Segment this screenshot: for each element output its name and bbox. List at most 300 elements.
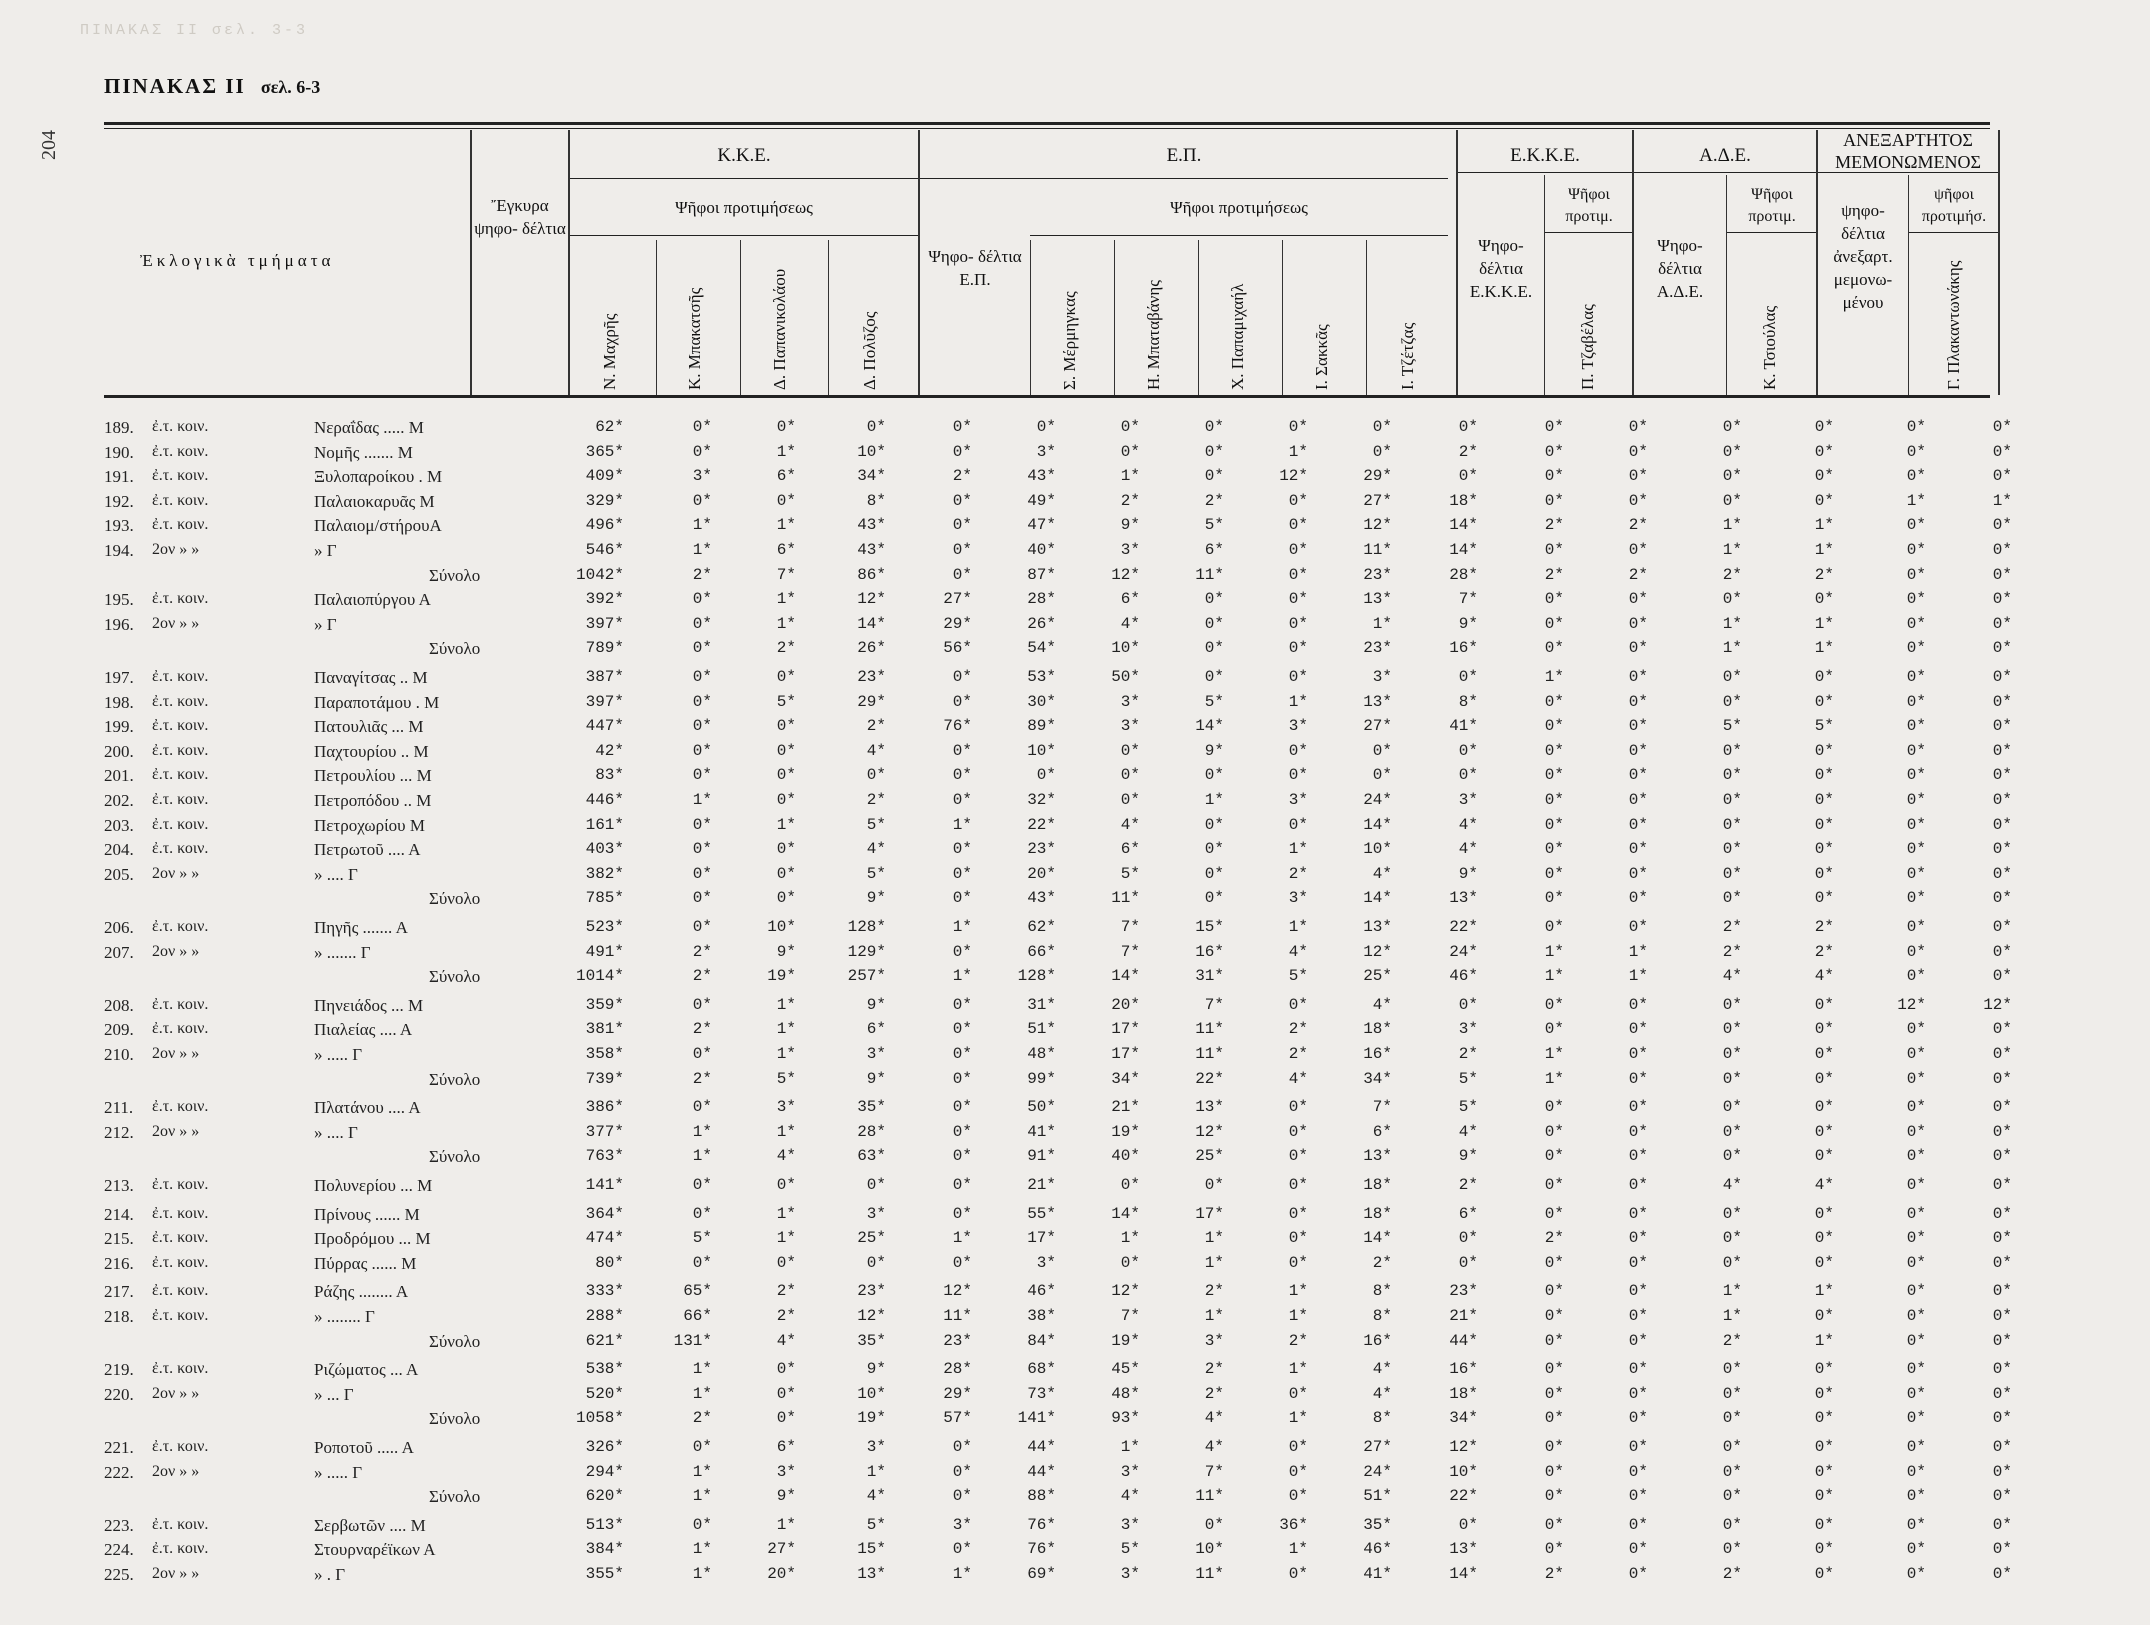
cell-value: 0* (1288, 1384, 1308, 1403)
cell-value: 25* (1363, 967, 1392, 986)
ep-label: Ε.Π. (1166, 145, 1202, 166)
ade-underline (1634, 172, 1816, 173)
cell-value: 2* (692, 565, 712, 584)
cell-value: 16* (1195, 942, 1224, 961)
total-row (104, 1487, 2012, 1511)
cell-value: 392* (585, 590, 624, 609)
cell-value: 0* (1628, 541, 1648, 559)
table-row (104, 942, 2012, 967)
table-row (104, 741, 2012, 766)
cell-value: 4* (1120, 815, 1140, 834)
district-mark: ἐ.τ. κοιν. (152, 1360, 209, 1378)
cell-value: 1* (692, 541, 712, 559)
cell-value: 49* (1027, 491, 1056, 510)
cell-value: 0* (776, 1253, 796, 1272)
cell-value: 0* (1992, 1487, 2012, 1506)
cell-value: 27* (1363, 1438, 1392, 1456)
cell-value: 0* (1288, 995, 1308, 1014)
col-rule (828, 240, 829, 395)
cell-value: 0* (692, 717, 712, 736)
cell-value: 0* (1204, 639, 1224, 658)
cell-value: 0* (776, 668, 796, 686)
cell-value: 86* (857, 565, 886, 584)
district-mark: ἐ.τ. κοιν. (152, 590, 209, 608)
section-name: Σύνολο (429, 639, 481, 659)
cell-value: 129* (847, 942, 886, 961)
cell-value: 2* (1814, 918, 1834, 936)
cell-value: 18* (1363, 1204, 1392, 1223)
cell-value: 53* (1027, 668, 1056, 686)
cell-value: 2* (1722, 1331, 1742, 1350)
cell-value: 17* (1195, 1204, 1224, 1223)
table-row (104, 1307, 2012, 1331)
cell-value: 10* (857, 1384, 886, 1403)
cell-value: 0* (1992, 590, 2012, 609)
cell-value: 14* (1111, 1204, 1140, 1223)
cell-value: 0* (692, 491, 712, 510)
kke-underline (570, 178, 918, 179)
cell-value: 0* (1992, 1176, 2012, 1194)
cell-value: 63* (857, 1147, 886, 1166)
table-row (104, 995, 2012, 1020)
cell-value: 0* (1544, 717, 1564, 736)
cell-value: 0* (1288, 590, 1308, 609)
table-row (104, 467, 2012, 491)
col-rule (918, 130, 920, 395)
cell-value: 1* (1288, 1360, 1308, 1379)
district-mark: ἐ.τ. κοιν. (152, 995, 209, 1013)
independent-ballots-label: ψηφο- δέλτια ἀνεξαρτ. μεμονω- μένου (1833, 201, 1893, 312)
cell-value: 0* (1992, 1515, 2012, 1534)
table-row (104, 840, 2012, 864)
section-name: Νομῆς ....... Μ (314, 442, 413, 462)
cell-value: 0* (952, 1045, 972, 1063)
cell-value: 2* (776, 1282, 796, 1301)
cell-value: 0* (1204, 864, 1224, 883)
cell-value: 3* (1120, 1515, 1140, 1534)
cell-value: 10* (857, 442, 886, 461)
row-number: 222. (104, 1462, 134, 1482)
col-rule (1456, 130, 1458, 395)
cell-value: 23* (857, 1282, 886, 1301)
cell-value: 0* (952, 1487, 972, 1506)
district-mark: ἐ.τ. κοιν. (152, 1282, 209, 1300)
ade-ballots-label: Ψηφο- δέλτια Α.Δ.Ε. (1656, 236, 1704, 301)
cell-value: 34* (857, 467, 886, 486)
cell-value: 16* (1449, 639, 1478, 658)
cell-value: 0* (952, 791, 972, 809)
kke-candidate-1: Ν. Μαχρῆς (600, 313, 619, 390)
district-mark: 2ον » » (152, 1045, 200, 1062)
cell-value: 377* (585, 1122, 624, 1141)
page-title (104, 74, 320, 99)
cell-value: 0* (1992, 840, 2012, 859)
cell-value: 1* (1120, 1438, 1140, 1456)
col-rule (740, 240, 741, 395)
cell-value: 0* (1722, 1045, 1742, 1063)
cell-value: 0* (1906, 614, 1926, 633)
valid-ballots-label: Ἔγκυρα ψηφο- δέλτια (474, 196, 566, 238)
cell-value: 0* (1992, 1204, 2012, 1223)
cell-value: 0* (692, 692, 712, 711)
cell-value: 0* (1722, 1253, 1742, 1272)
cell-value: 1* (776, 590, 796, 609)
section-name: Σύνολο (429, 889, 481, 909)
cell-value: 7* (1120, 1307, 1140, 1325)
cell-value: 22* (1195, 1069, 1224, 1088)
cell-value: 0* (1628, 1487, 1648, 1506)
cell-value: 0* (1544, 1331, 1564, 1350)
cell-value: 9* (776, 1487, 796, 1506)
cell-value: 0* (1036, 418, 1056, 436)
cell-value: 83* (595, 766, 624, 785)
cell-value: 789* (585, 639, 624, 658)
cell-value: 12* (1111, 1282, 1140, 1301)
cell-value: 3* (1120, 1462, 1140, 1481)
district-mark: ἐ.τ. κοιν. (152, 692, 209, 710)
cell-value: 1* (1288, 918, 1308, 936)
cell-value: 520* (585, 1384, 624, 1403)
cell-value: 5* (1458, 1069, 1478, 1088)
cell-value: 0* (692, 1438, 712, 1456)
cell-value: 3* (866, 1438, 886, 1456)
cell-value: 2* (1288, 1020, 1308, 1039)
district-mark: ἐ.τ. κοιν. (152, 791, 209, 808)
cell-value: 6* (1458, 1204, 1478, 1223)
row-number: 197. (104, 668, 134, 687)
cell-value: 0* (1814, 1438, 1834, 1456)
cell-value: 76* (1027, 1515, 1056, 1534)
cell-value: 5* (866, 864, 886, 883)
cell-value: 474* (585, 1229, 624, 1248)
cell-value: 2* (692, 967, 712, 986)
section-name: Σύνολο (429, 1409, 481, 1429)
ep-candidate-2: Η. Μπαταβάνης (1144, 280, 1163, 390)
cell-value: 0* (1814, 1045, 1834, 1063)
cell-value: 0* (1628, 1409, 1648, 1428)
cell-value: 0* (1992, 516, 2012, 535)
row-number: 212. (104, 1122, 134, 1142)
cell-value: 13* (1363, 1147, 1392, 1166)
cell-value: 68* (1027, 1360, 1056, 1379)
col-rule (1366, 240, 1367, 395)
cell-value: 0* (1722, 467, 1742, 486)
cell-value: 128* (1017, 967, 1056, 986)
col-rule (1726, 175, 1727, 395)
cell-value: 620* (585, 1487, 624, 1506)
cell-value: 0* (1628, 1360, 1648, 1379)
cell-value: 0* (1814, 1069, 1834, 1088)
cell-value: 0* (1906, 967, 1926, 986)
kke-candidate-4: Δ. Πολῦζος (860, 311, 879, 390)
cell-value: 4* (1372, 1384, 1392, 1403)
table-row (104, 1122, 2012, 1147)
cell-value: 0* (1722, 1360, 1742, 1379)
cell-value: 0* (1628, 1565, 1648, 1583)
section-name: » ... Γ (314, 1384, 354, 1404)
cell-value: 2* (1372, 1253, 1392, 1272)
independent-pref-label: ψῆφοι προτιμήσ. (1921, 186, 1987, 225)
cell-value: 0* (1722, 1462, 1742, 1481)
table-row (104, 1253, 2012, 1278)
cell-value: 2* (1544, 1565, 1564, 1583)
cell-value: 0* (1544, 590, 1564, 609)
cell-value: 44* (1449, 1331, 1478, 1350)
cell-value: 30* (1027, 692, 1056, 711)
cell-value: 0* (1992, 467, 2012, 486)
row-number: 203. (104, 815, 134, 835)
cell-value: 0* (1288, 1147, 1308, 1166)
cell-value: 23* (857, 668, 886, 686)
cell-value: 0* (1628, 614, 1648, 633)
cell-value: 21* (1449, 1307, 1478, 1325)
cell-value: 3* (1288, 717, 1308, 736)
cell-value: 5* (776, 1069, 796, 1088)
cell-value: 19* (767, 967, 796, 986)
cell-value: 0* (1722, 1204, 1742, 1223)
district-mark: ἐ.τ. κοιν. (152, 1307, 209, 1324)
cell-value: 9* (1458, 1147, 1478, 1166)
cell-value: 48* (1027, 1045, 1056, 1063)
cell-value: 28* (1027, 590, 1056, 609)
cell-value: 0* (1544, 467, 1564, 486)
ep-candidate-4: Ι. Σακκᾶς (1312, 324, 1331, 390)
kke-pref-label: Ψῆφοι προτιμήσεως (675, 198, 813, 217)
cell-value: 55* (1027, 1204, 1056, 1223)
cell-value: 0* (1814, 1515, 1834, 1534)
cell-value: 3* (1036, 442, 1056, 461)
cell-value: 0* (1204, 668, 1224, 686)
cell-value: 0* (1204, 1515, 1224, 1534)
cell-value: 0* (1906, 918, 1926, 936)
cell-value: 0* (1544, 791, 1564, 809)
cell-value: 29* (943, 614, 972, 633)
cell-value: 2* (1204, 1360, 1224, 1379)
section-name: Παχτουρίου .. Μ (314, 741, 429, 761)
cell-value: 0* (1288, 1438, 1308, 1456)
cell-value: 0* (1814, 1020, 1834, 1039)
cell-value: 0* (952, 995, 972, 1014)
cell-value: 0* (1814, 1122, 1834, 1141)
table-subtitle: σελ. 6-3 (260, 77, 321, 97)
cell-value: 38* (1027, 1307, 1056, 1325)
cell-value: 0* (776, 840, 796, 859)
cell-value: 41* (1363, 1565, 1392, 1583)
cell-value: 1* (776, 1229, 796, 1248)
cell-value: 0* (776, 1384, 796, 1403)
cell-value: 54* (1027, 639, 1056, 658)
cell-value: 2* (692, 1409, 712, 1428)
section-name: Στουρναρέϊκων Α (314, 1540, 436, 1560)
cell-value: 0* (1288, 1176, 1308, 1194)
section-name: Σερβωτῶν .... Μ (314, 1515, 426, 1535)
cell-value: 73* (1027, 1384, 1056, 1403)
cell-value: 1* (1288, 1307, 1308, 1325)
cell-value: 0* (1906, 1565, 1926, 1583)
cell-value: 0* (1544, 1122, 1564, 1141)
cell-value: 12* (857, 590, 886, 609)
cell-value: 12* (1111, 565, 1140, 584)
cell-value: 0* (1814, 1098, 1834, 1117)
cell-value: 1* (1906, 491, 1926, 510)
cell-value: 0* (952, 491, 972, 510)
cell-value: 1* (952, 1229, 972, 1248)
cell-value: 4* (1722, 967, 1742, 986)
table-row (104, 717, 2012, 741)
page-number: 204 (38, 130, 60, 160)
cell-value: 0* (1814, 1147, 1834, 1166)
cell-value: 0* (1992, 741, 2012, 760)
cell-value: 1* (952, 815, 972, 834)
district-mark: ἐ.τ. κοιν. (152, 1204, 209, 1222)
ep-candidate-5: Ι. Τζέτζας (1398, 322, 1417, 390)
cell-value: 0* (1628, 741, 1648, 760)
cell-value: 10* (1449, 1462, 1478, 1481)
cell-value: 1* (952, 967, 972, 986)
cell-value: 16* (1449, 1360, 1478, 1379)
cell-value: 2* (1722, 565, 1742, 584)
table-row (104, 590, 2012, 614)
cell-value: 24* (1363, 791, 1392, 809)
kke-candidate-2: Κ. Μπακατσῆς (685, 287, 704, 390)
cell-value: 1* (776, 815, 796, 834)
cell-value: 0* (1544, 1438, 1564, 1456)
cell-value: 0* (1814, 995, 1834, 1014)
cell-value: 0* (1722, 1384, 1742, 1403)
cell-value: 1* (1722, 1307, 1742, 1325)
row-number: 221. (104, 1438, 134, 1457)
cell-value: 24* (1363, 1462, 1392, 1481)
cell-value: 22* (1449, 1487, 1478, 1506)
cell-value: 0* (1628, 1045, 1648, 1063)
cell-value: 0* (1814, 815, 1834, 834)
cell-value: 0* (1906, 1540, 1926, 1559)
cell-value: 9* (866, 995, 886, 1014)
cell-value: 46* (1449, 967, 1478, 986)
district-mark: ἐ.τ. κοιν. (152, 840, 209, 858)
cell-value: 5* (1204, 516, 1224, 535)
section-name: » ....... Γ (314, 942, 371, 962)
cell-value: 0* (1120, 442, 1140, 461)
cell-value: 141* (585, 1176, 624, 1194)
cell-value: 0* (1814, 1462, 1834, 1481)
cell-value: 0* (1544, 918, 1564, 936)
cell-value: 0* (1906, 1098, 1926, 1117)
cell-value: 0* (1906, 1147, 1926, 1166)
cell-value: 0* (1906, 541, 1926, 559)
row-number: 201. (104, 766, 134, 786)
cell-value: 0* (1906, 815, 1926, 834)
cell-value: 0* (692, 668, 712, 686)
cell-value: 0* (1204, 889, 1224, 908)
cell-value: 0* (1288, 1229, 1308, 1248)
cell-value: 0* (1544, 766, 1564, 785)
cell-value: 0* (1204, 442, 1224, 461)
cell-value: 4* (776, 1331, 796, 1350)
cell-value: 0* (776, 1360, 796, 1379)
cell-value: 0* (1906, 791, 1926, 809)
cell-value: 2* (1628, 516, 1648, 535)
cell-value: 1* (776, 516, 796, 535)
table-row (104, 766, 2012, 790)
cell-value: 2* (1458, 1176, 1478, 1194)
cell-value: 10* (1363, 840, 1392, 859)
cell-value: 0* (1120, 1176, 1140, 1194)
row-number: 195. (104, 590, 134, 610)
cell-value: 0* (1628, 1147, 1648, 1166)
cell-value: 0* (1288, 1098, 1308, 1117)
cell-value: 0* (952, 565, 972, 584)
cell-value: 1* (692, 1565, 712, 1583)
cell-value: 0* (1992, 1462, 2012, 1481)
cell-value: 14* (1449, 541, 1478, 559)
cell-value: 0* (952, 541, 972, 559)
cell-value: 0* (1906, 1122, 1926, 1141)
cell-value: 28* (1449, 565, 1478, 584)
cell-value: 57* (943, 1409, 972, 1428)
cell-value: 99* (1027, 1069, 1056, 1088)
section-name: » .... Γ (314, 864, 358, 884)
table-row (104, 1045, 2012, 1069)
cell-value: 0* (1814, 889, 1834, 908)
cell-value: 0* (1906, 692, 1926, 711)
cell-value: 0* (1628, 668, 1648, 686)
district-mark: 2ον » » (152, 541, 200, 558)
cell-value: 12* (1983, 995, 2012, 1014)
cell-value: 0* (1288, 668, 1308, 686)
cell-value: 1* (692, 1540, 712, 1559)
table-row (104, 864, 2012, 889)
cell-value: 14* (1363, 889, 1392, 908)
table-row (104, 1282, 2012, 1306)
cell-value: 0* (1814, 1565, 1834, 1583)
cell-value: 0* (1628, 692, 1648, 711)
cell-value: 0* (1814, 1204, 1834, 1223)
cell-value: 2* (1288, 1045, 1308, 1063)
cell-value: 2* (1120, 491, 1140, 510)
cell-value: 0* (692, 1176, 712, 1194)
cell-value: 1* (776, 1515, 796, 1534)
cell-value: 0* (1814, 418, 1834, 436)
cell-value: 56* (943, 639, 972, 658)
cell-value: 15* (857, 1540, 886, 1559)
cell-value: 12* (1363, 516, 1392, 535)
cell-value: 0* (866, 1176, 886, 1194)
row-number: 205. (104, 864, 134, 884)
total-row (104, 1409, 2012, 1433)
row-number: 214. (104, 1204, 134, 1224)
cell-value: 5* (776, 692, 796, 711)
cell-value: 1* (692, 1147, 712, 1166)
cell-value: 0* (1814, 1409, 1834, 1428)
cell-value: 0* (952, 1176, 972, 1194)
cell-value: 446* (585, 791, 624, 809)
cell-value: 11* (1195, 565, 1224, 584)
district-mark: ἐ.τ. κοιν. (152, 815, 209, 833)
cell-value: 27* (767, 1540, 796, 1559)
cell-value: 0* (1204, 766, 1224, 785)
district-mark: ἐ.τ. κοιν. (152, 717, 209, 735)
cell-value: 2* (952, 467, 972, 486)
independent-candidate: Γ. Πλακαντωνάκης (1944, 260, 1963, 390)
cell-value: 0* (1906, 442, 1926, 461)
cell-value: 3* (952, 1515, 972, 1534)
district-mark: ἐ.τ. κοιν. (152, 1098, 209, 1116)
cell-value: 1* (692, 1487, 712, 1506)
cell-value: 0* (1906, 1045, 1926, 1063)
cell-value: 7* (1120, 942, 1140, 961)
cell-value: 141* (1017, 1409, 1056, 1428)
